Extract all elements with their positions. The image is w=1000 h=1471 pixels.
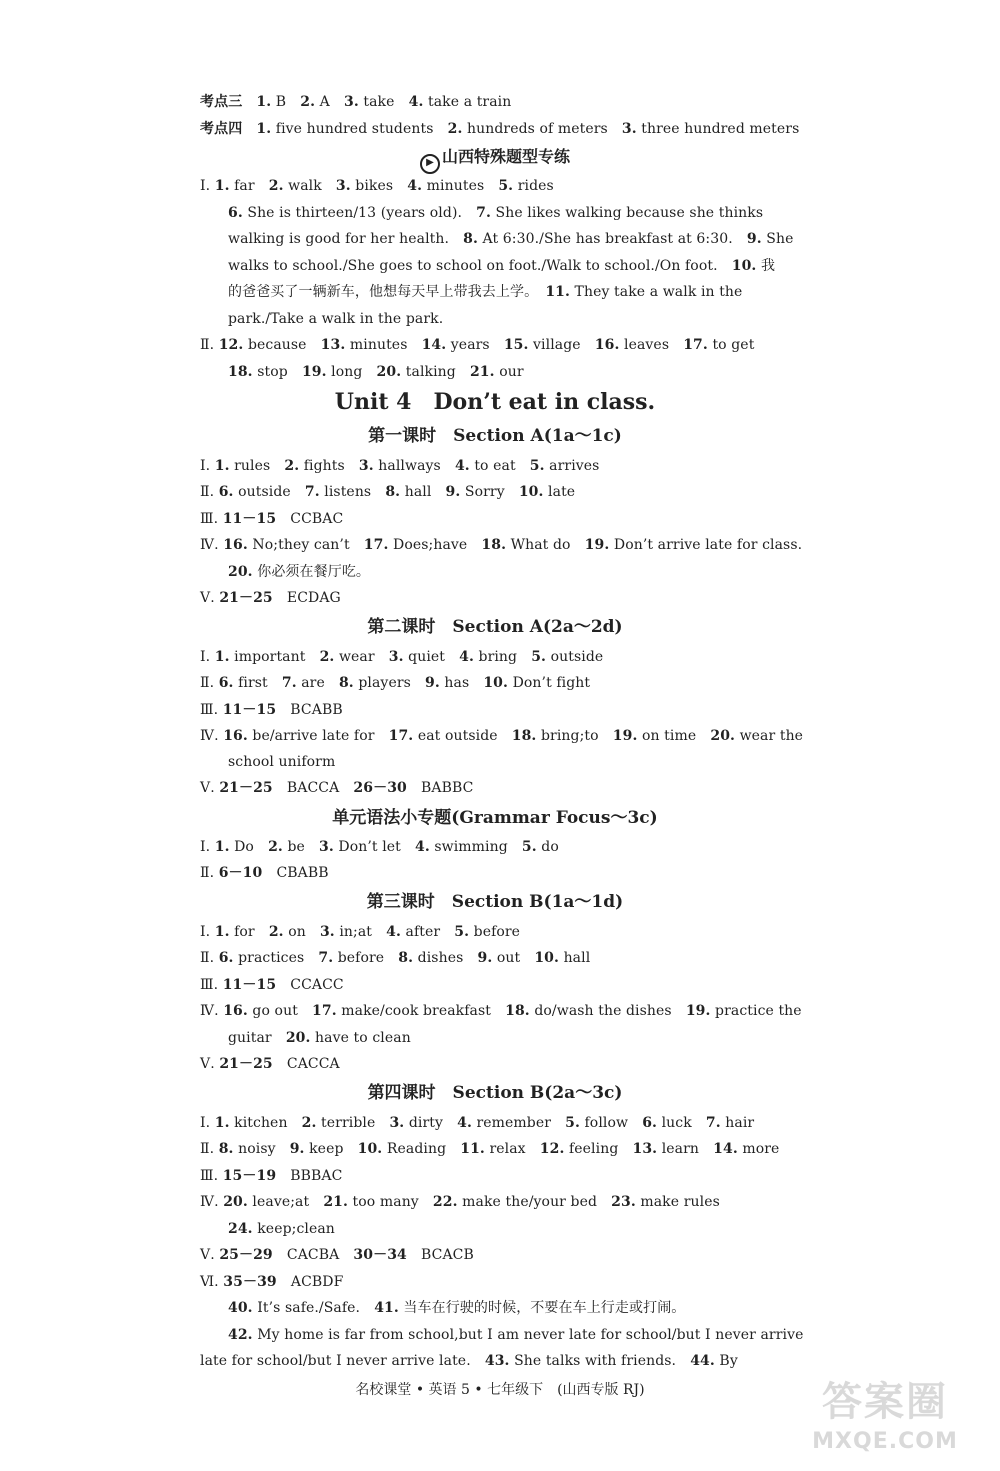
- answer-line: Ⅰ. 1. kitchen 2. terrible 3. dirty 4. remember 5. follow 6. luck 7. hair: [200, 1115, 755, 1131]
- answer-line: Ⅰ. 1. important 2. wear 3. quiet 4. bring 5. outside: [200, 649, 604, 665]
- answer-line: Ⅲ. 11－15 CCACC: [200, 977, 344, 993]
- answer-line: Ⅱ. 6－10 CBABB: [200, 865, 329, 881]
- play-arrow-icon: ▶: [420, 154, 440, 174]
- answer-line: Ⅳ. 20. leave;at 21. too many 22. make the/your bed 23. make rules: [200, 1194, 720, 1210]
- answer-line: Ⅰ. 1. Do 2. be 3. Don’t let 4. swimming 5. do: [200, 839, 559, 855]
- section-title-special: ▶ 山西特殊题型专练: [200, 146, 790, 174]
- answer-line: 18. stop 19. long 20. talking 21. our: [228, 364, 524, 380]
- answer-line: 42. My home is far from school,but I am never late for school/but I never arrive: [228, 1327, 804, 1343]
- answer-line: 24. keep;clean: [228, 1221, 335, 1237]
- answer-line: Ⅳ. 16. go out 17. make/cook breakfast 18. do/wash the dishes 19. practice the: [200, 1003, 802, 1019]
- answer-line: Ⅱ. 6. first 7. are 8. players 9. has 10. Don’t fight: [200, 675, 591, 691]
- answer-line: 40. It’s safe./Safe. 41. 当车在行驶的时候，不要在车上行走或打闹。: [228, 1300, 686, 1316]
- answer-line: late for school/but I never arrive late. 43. She talks with friends. 44. By: [200, 1353, 738, 1369]
- answer-line: Ⅱ. 6. practices 7. before 8. dishes 9. out 10. hall: [200, 950, 591, 966]
- answer-line: Ⅱ. 6. outside 7. listens 8. hall 9. Sorry 10. late: [200, 484, 576, 500]
- unit-title: Unit 4 Don’t eat in class.: [334, 389, 656, 415]
- answer-line: Ⅴ. 21－25 BACCA 26－30 BABBC: [200, 780, 474, 796]
- answer-line: Ⅵ. 35－39 ACBDF: [200, 1274, 344, 1290]
- answer-line: Ⅳ. 16. be/arrive late for 17. eat outside 18. bring;to 19. on time 20. wear the: [200, 728, 804, 744]
- answer-line: Ⅲ. 15－19 BBBAC: [200, 1168, 343, 1184]
- section-title: 单元语法小专题(Grammar Focus～3c): [332, 808, 658, 828]
- section-title: 第三课时 Section B(1a～1d): [366, 892, 624, 912]
- answer-line: Ⅲ. 11－15 CCBAC: [200, 511, 344, 527]
- answer-line: walks to school./She goes to school on foot./Walk to school./On foot. 10. 我: [228, 258, 776, 274]
- answer-line: 6. She is thirteen/13 (years old). 7. She likes walking because she thinks: [228, 205, 764, 221]
- answer-line: 20. 你必须在餐厅吃。: [228, 564, 371, 580]
- answer-line: school uniform: [228, 754, 336, 770]
- answer-line: Ⅲ. 11－15 BCABB: [200, 702, 343, 718]
- answer-line: Ⅱ. 8. noisy 9. keep 10. Reading 11. relax 12. feeling 13. learn 14. more: [200, 1141, 780, 1157]
- answer-line: Ⅴ. 21－25 ECDAG: [200, 590, 341, 606]
- answer-line: Ⅰ. 1. for 2. on 3. in;at 4. after 5. before: [200, 924, 521, 940]
- answer-line: Ⅴ. 25－29 CACBA 30－34 BCACB: [200, 1247, 474, 1263]
- page-footer: 名校课堂 • 英语 5 • 七年级下 (山西专版 RJ): [355, 1382, 645, 1398]
- section-title: 第一课时 Section A(1a～1c): [368, 426, 622, 446]
- answer-line: walking is good for her health. 8. At 6:30./She has breakfast at 6:30. 9. She: [228, 231, 794, 247]
- answer-line: 考点四 1. five hundred students 2. hundreds of meters 3. three hundred meters: [200, 121, 800, 137]
- section-title: 第二课时 Section A(2a～2d): [367, 617, 623, 637]
- answer-line: Ⅴ. 21－25 CACCA: [200, 1056, 340, 1072]
- answer-line: guitar 20. have to clean: [228, 1030, 411, 1046]
- answer-line: Ⅱ. 12. because 13. minutes 14. years 15. village 16. leaves 17. to get: [200, 337, 755, 353]
- section-title: 第四课时 Section B(2a～3c): [367, 1083, 623, 1103]
- answer-line: 的爸爸买了一辆新车，他想每天早上带我去上学。 11. They take a walk in the: [228, 284, 743, 300]
- answer-line: 考点三 1. B 2. A 3. take 4. take a train: [200, 94, 512, 110]
- answer-line: Ⅰ. 1. far 2. walk 3. bikes 4. minutes 5. rides: [200, 178, 554, 194]
- answer-line: park./Take a walk in the park.: [228, 311, 444, 327]
- answer-line: Ⅳ. 16. No;they can’t 17. Does;have 18. What do 19. Don’t arrive late for class.: [200, 537, 803, 553]
- watermark-logo: 答案圈 MXQE.COM: [812, 1379, 958, 1454]
- answer-line: Ⅰ. 1. rules 2. fights 3. hallways 4. to eat 5. arrives: [200, 458, 600, 474]
